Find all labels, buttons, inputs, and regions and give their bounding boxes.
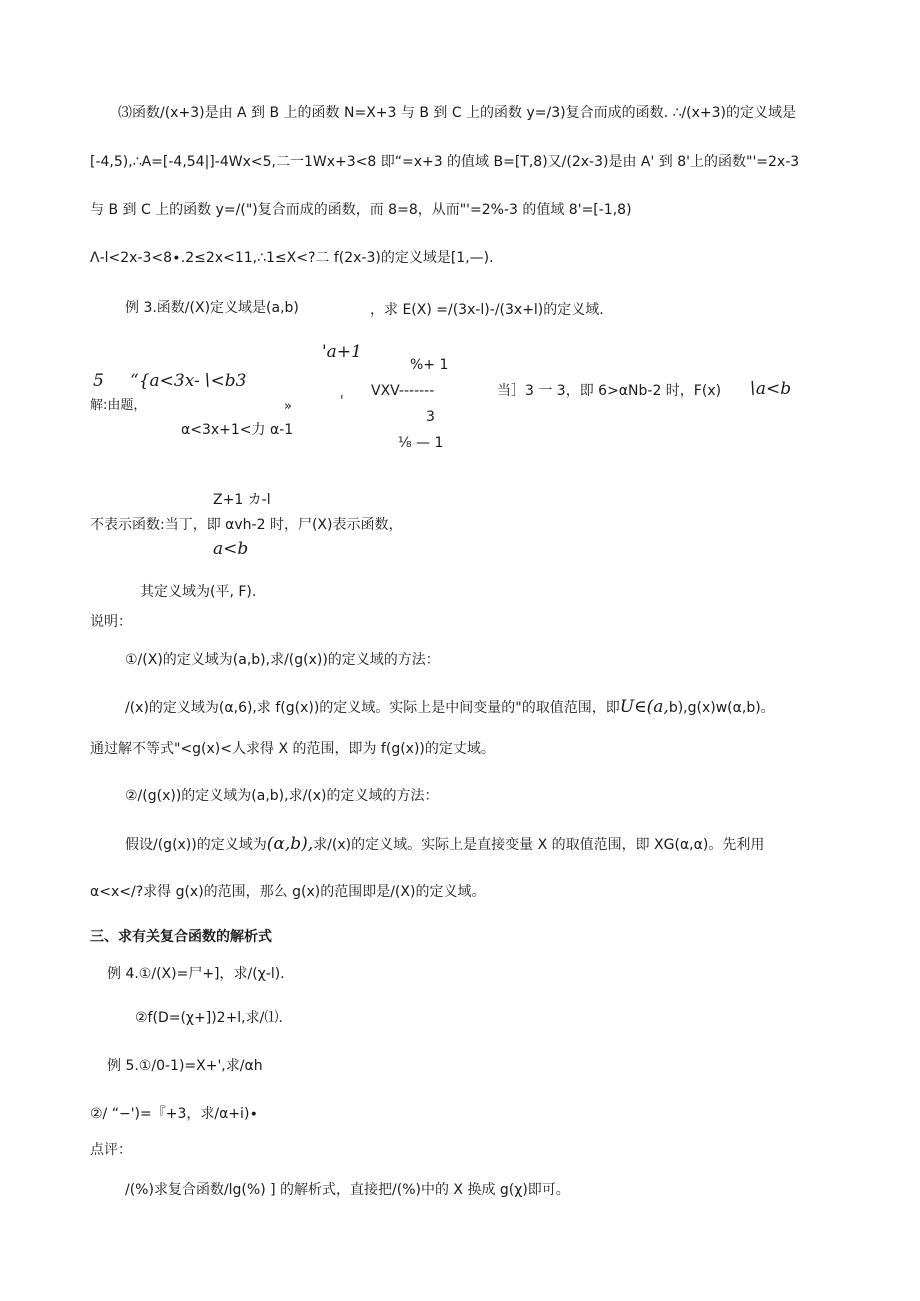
- method-1-text-italic: U∈(a,: [619, 697, 669, 717]
- method-2-text-italic: (α,b),: [266, 834, 314, 854]
- method-2-text-a2: 求/(x)的定义域。实际上是直接变量 X 的取值范围，即 XG(α,α)。先利用: [313, 837, 765, 853]
- solution-apostrophe: ': [340, 394, 344, 409]
- method-2-text-a1: 假设/(g(x))的定义域为: [125, 837, 267, 853]
- method-1-text-b: 通过解不等式"<g(x)<人求得 X 的范围，即为 f(g(x))的定丈域。: [90, 741, 495, 757]
- method-2-text-b: α<x</?求得 g(x)的范围，那么 g(x)的范围即是/(X)的定义域。: [90, 884, 486, 900]
- not-function-line: 不表示函数:当丁，即 αvh-2 时，尸(X)表示函数，: [90, 517, 403, 533]
- solution-number-5: 5: [93, 371, 104, 391]
- paragraph-line-4: Λ-l<2x-3<8∙.2≤2x<11,∴1≤X<?二 f(2x-3)的定义域是[1,—).: [90, 250, 494, 266]
- example-5-part-2: ②/ “−')=『+3，求/α+i)∙: [90, 1106, 259, 1122]
- paragraph-line-2: [-4,5),∴A=[-4,54|]-4Wx<5,二一1Wx+3<8 即“=x+3 的值域 B=[T,8)又/(2x-3)是由 A' 到 8'上的函数"'=2x-3: [90, 154, 800, 170]
- solution-label: 解:由题，: [90, 398, 147, 413]
- solution-right-bottom: ⅛ — 1: [398, 435, 444, 451]
- solution-right-top: %+ 1: [410, 357, 449, 373]
- solution-fraction-top: 'a+1: [322, 342, 362, 362]
- a-less-b: a<b: [213, 539, 249, 559]
- method-1-text: [125, 698, 775, 717]
- method-1-text-a: /(x)的定义域为(α,6),求 f(g(x))的定义域。实际上是中间变量的"的取值范围，即: [125, 700, 620, 716]
- paragraph-line-3: 与 B 到 C 上的函数 y=/(")复合而成的函数，而 8=8，从而"'=2%-3 的值域 8'=[-1,8): [90, 202, 632, 218]
- comment-body: /(%)求复合函数/lg(%) ] 的解析式，直接把/(%)中的 X 换成 g(χ)即可。: [125, 1182, 570, 1198]
- method-2-title: ②/(g(x))的定义域为(a,b),求/(x)的定义域的方法：: [125, 788, 439, 804]
- section-3-heading: 三、求有关复合函数的解析式: [90, 929, 272, 945]
- note-heading: 说明：: [90, 614, 132, 630]
- example-5-part-1: 例 5.①/0-1)=X+',求/αh: [107, 1058, 263, 1074]
- solution-when-italic: ∖a<b: [745, 379, 792, 399]
- solution-inequality-2: α<3x+1<力 α-1: [181, 422, 294, 438]
- solution-right-three: 3: [426, 409, 435, 425]
- comment-heading: 点评：: [90, 1142, 132, 1158]
- solution-when-clause: 当］3 一 3，即 6>αNb-2 时，F(x): [497, 383, 722, 399]
- paragraph-line-1: ⑶函数/(x+3)是由 A 到 B 上的函数 N=X+3 与 B 到 C 上的函数 y=/3)复合而成的函数. ∴/(x+3)的定义域是: [118, 105, 796, 121]
- z-line: Z+1 カ-l: [213, 492, 271, 508]
- example-4-part-2: ②f(D=(χ+])2+l,求/⑴.: [135, 1010, 283, 1026]
- method-1-text-end: b),g(x)w(α,b)。: [668, 700, 775, 716]
- example-4-part-1: 例 4.①/(X)=尸+]，求/(χ-l).: [107, 966, 285, 982]
- solution-brace-inequality: “{a<3x-∖<b3: [130, 371, 247, 391]
- domain-result: 其定义域为(平, F).: [140, 584, 257, 600]
- method-2-text: [125, 835, 764, 854]
- example-3-statement: 例 3.函数/(X)定义域是(a,b): [125, 300, 299, 316]
- method-1-title: ①/(X)的定义域为(a,b),求/(g(x))的定义域的方法：: [125, 652, 440, 668]
- example-3-tail: ，求 E(X) =/(3x-l)-/(3x+l)的定义域.: [370, 302, 604, 318]
- solution-raquo: »: [284, 399, 292, 414]
- solution-right-mid: VXV-------: [371, 383, 435, 399]
